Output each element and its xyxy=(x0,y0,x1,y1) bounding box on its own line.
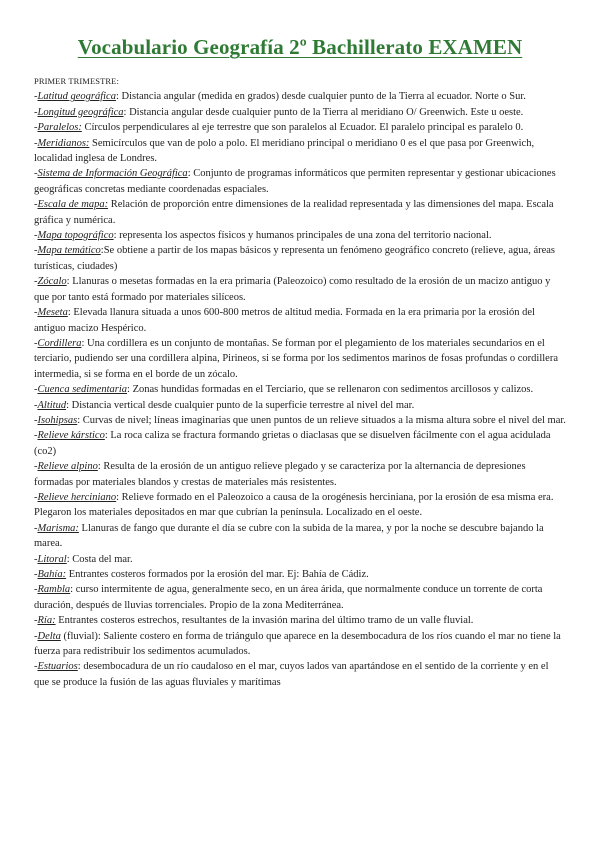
glossary-definition: desembocadura de un río caudaloso en el mar, cuyos lados van apartándose en el sentido de la corriente y en el que se produce la fusión de las aguas fluviales y marítimas xyxy=(34,661,549,688)
glossary-term: Relieve kárstico xyxy=(37,430,105,442)
glossary-list xyxy=(34,89,566,690)
glossary-term: Paralelos: xyxy=(37,122,82,134)
glossary-term: Cordillera xyxy=(37,337,82,349)
document-title: Vocabulario Geografía 2º Bachillerato EXAMEN xyxy=(77,35,523,59)
glossary-definition: Relieve formado en el Paleozoico a causa de la orogénesis herciniana, por la erosión de esa misma era. Plegaron los materiales depositados en mar que cubrían la península. Localizado en el oeste. xyxy=(34,491,554,519)
glossary-separator: : xyxy=(66,399,72,411)
glossary-entry: -Ría: Entrantes costeros estrechos, resultantes de la invasión marina del último tramo de un valle fluvial. xyxy=(34,615,474,627)
glossary-term: Bahía: xyxy=(37,569,67,580)
glossary-separator: : xyxy=(187,168,194,180)
glossary-term: Mapa temático xyxy=(37,245,101,257)
glossary-definition: curso intermitente de agua, generalmente seco, en un área árida, que normalmente conduce un torrente de corta duración, después de lluvias torrenciales. Propio de la zona Mediterránea. xyxy=(34,584,543,611)
glossary-entry: -Longitud geográfica: Distancia angular desde cualquier punto de la Tierra al meridiano O/ Greenwich. Este u oeste. xyxy=(34,106,524,118)
glossary-separator: : xyxy=(100,245,104,257)
glossary-term: Rambla xyxy=(37,584,71,596)
document-body xyxy=(34,74,566,690)
glossary-entry: -Cordillera: Una cordillera es un conjunto de montañas. Se forman por el plegamiento de los materiales secundarios en el terciario, pudiendo ser una cordillera alpina, Pirineos, si se forma por los sedimentos marinos de fosas profundas o cordillera intermedia, si se forma en el borde de un zócalo. xyxy=(34,337,558,380)
glossary-separator: : xyxy=(66,276,73,288)
glossary-definition: Distancia angular desde cualquier punto de la Tierra al meridiano O/ Greenwich. Este u oeste. xyxy=(129,106,524,118)
glossary-term: Mapa topográfico xyxy=(37,230,114,242)
glossary-definition: Conjunto de programas informáticos que permiten representar y gestionar ubicaciones geográficas concretas mediante coordenadas espaciales. xyxy=(34,168,556,195)
glossary-entry: -Rambla: curso intermitente de agua, generalmente seco, en un área árida, que normalmente conduce un torrente de corta duración, después de lluvias torrenciales. Propio de la zona Mediterránea. xyxy=(34,584,543,611)
glossary-entry: -Sistema de Información Geográfica: Conjunto de programas informáticos que permiten representar y gestionar ubicaciones geográficas concretas mediante coordenadas espaciales. xyxy=(34,168,556,195)
glossary-definition: Una cordillera es un conjunto de montañas. Se forman por el plegamiento de los materiales secundarios en el terciario, pudiendo ser una cordillera alpina, Pirineos, si se forma por los sedimentos marinos de fosas profundas o cordillera intermedia, si se forma en el borde de un zócalo. xyxy=(34,337,558,380)
glossary-term: Escala de mapa: xyxy=(37,199,109,211)
glossary-separator: : xyxy=(127,384,133,396)
glossary-entry: -Paralelos: Círculos perpendiculares al eje terrestre que son paralelos al Ecuador. El paralelo principal es paralelo 0. xyxy=(34,122,524,134)
glossary-term: Relieve alpino xyxy=(37,461,98,473)
glossary-entry: -Cuenca sedimentaria: Zonas hundidas formadas en el Terciario, que se rellenaron con sedimentos arcillosos y calizos. xyxy=(34,384,534,396)
glossary-definition: Círculos perpendiculares al eje terrestre que son paralelos al Ecuador. El paralelo principal es paralelo 0. xyxy=(84,122,524,134)
glossary-definition: Costa del mar. xyxy=(72,553,133,565)
glossary-entry: -Delta (fluvial): Saliente costero en forma de triángulo que aparece en la desembocadura de los ríos cuando el mar no tiene la fuerza para redistribuir los sedimentos acumulados. xyxy=(34,630,561,658)
glossary-term: Zócalo xyxy=(37,276,67,288)
glossary-definition: Entrantes costeros estrechos, resultantes de la invasión marina del último tramo de un valle fluvial. xyxy=(58,615,474,627)
glossary-entry: -Zócalo: Llanuras o mesetas formadas en la era primaria (Paleozoico) como resultado de la erosión de un macizo antiguo y que por tanto está formado por materiales silíceos. xyxy=(34,276,551,303)
glossary-entry: -Relieve kárstico: La roca caliza se fractura formando grietas o diaclasas que se disuelven fácilmente con el agua acidulada (co2) xyxy=(34,430,551,457)
glossary-term: Latitud geográfica xyxy=(37,91,116,103)
glossary-definition: Zonas hundidas formadas en el Terciario, que se rellenaron con sedimentos arcillosos y calizos. xyxy=(132,384,534,396)
glossary-term: Marisma: xyxy=(37,522,79,534)
glossary-separator: : xyxy=(81,337,87,349)
glossary-separator: : xyxy=(115,91,122,103)
glossary-definition: Semicírculos que van de polo a polo. El meridiano principal o meridiano 0 es el que pasa por Greenwich, localidad inglesa de Londres. xyxy=(34,137,535,165)
glossary-separator: : xyxy=(66,553,73,565)
glossary-term: Cuenca sedimentaria xyxy=(37,384,128,396)
glossary-entry: -Isohipsas: Curvas de nivel; líneas imaginarias que unen puntos de un relieve situados a la misma altura sobre el nivel del mar. xyxy=(34,414,566,426)
glossary-entry: -Latitud geográfica: Distancia angular (medida en grados) desde cualquier punto de la Tierra al ecuador. Norte o Sur. xyxy=(34,91,526,103)
glossary-definition: representa los aspectos físicos y humanos principales de una zona del territorio nacional. xyxy=(119,230,492,242)
glossary-entry: -Escala de mapa: Relación de proporción entre dimensiones de la realidad representada y las dimensiones del mapa. Escala gráfica y numérica. xyxy=(34,199,554,226)
glossary-separator: : xyxy=(97,461,104,473)
glossary-entry: -Litoral: Costa del mar. xyxy=(34,553,133,565)
glossary-term: Altitud xyxy=(37,399,67,411)
glossary-definition: Relación de proporción entre dimensiones de la realidad representada y las dimensiones del mapa. Escala gráfica y numérica. xyxy=(34,199,554,226)
glossary-term: Relieve herciniano xyxy=(37,491,117,503)
glossary-term: Sistema de Información Geográfica xyxy=(37,168,188,180)
glossary-entry: -Relieve alpino: Resulta de la erosión de un antiguo relieve plegado y se caracteriza por la alternancia de depresiones formadas por materiales blandos y crestas de materiales más resistentes. xyxy=(34,461,526,488)
glossary-separator: : xyxy=(67,307,74,319)
glossary-term: Meridianos: xyxy=(37,137,90,149)
glossary-entry: -Mapa topográfico: representa los aspectos físicos y humanos principales de una zona del territorio nacional. xyxy=(34,230,492,242)
glossary-entry: -Bahía: Entrantes costeros formados por la erosión del mar. Ej: Bahía de Cádiz. xyxy=(34,569,369,580)
glossary-definition: Elevada llanura situada a unos 600-800 metros de altitud media. Formada en la era primaria por la erosión del antiguo macizo Hespérico. xyxy=(34,307,535,334)
glossary-term: Estuarios xyxy=(37,661,78,673)
glossary-separator: : xyxy=(113,230,120,242)
glossary-definition: Distancia angular (medida en grados) desde cualquier punto de la Tierra al ecuador. Norte o Sur. xyxy=(121,91,526,103)
glossary-definition: Entrantes costeros formados por la erosión del mar. Ej: Bahía de Cádiz. xyxy=(68,569,369,580)
glossary-entry: -Meridianos: Semicírculos que van de polo a polo. El meridiano principal o meridiano 0 es el que pasa por Greenwich, localidad inglesa de Londres. xyxy=(34,137,535,165)
glossary-term: Ría: xyxy=(37,615,56,627)
glossary-separator: : xyxy=(123,106,130,118)
glossary-entry: -Relieve herciniano: Relieve formado en el Paleozoico a causa de la orogénesis herciniana, por la erosión de esa misma era. Plegaron los materiales depositados en mar que cubrían la península. Localizado en el oeste. xyxy=(34,491,554,519)
glossary-separator: : xyxy=(77,661,84,673)
glossary-definition: La roca caliza se fractura formando grietas o diaclasas que se disuelven fácilmente con el agua acidulada (co2) xyxy=(34,430,551,457)
glossary-entry: -Marisma: Llanuras de fango que durante el día se cubre con la subida de la marea, y por la noche se descubre bajando la marea. xyxy=(34,522,544,550)
glossary-term: Isohipsas xyxy=(37,414,78,426)
glossary-definition: (fluvial): Saliente costero en forma de triángulo que aparece en la desembocadura de los ríos cuando el mar no tiene la fuerza para redistribuir los sedimentos acumulados. xyxy=(34,630,561,658)
glossary-definition: Llanuras o mesetas formadas en la era primaria (Paleozoico) como resultado de la erosión de un macizo antiguo y que por tanto está formado por materiales silíceos. xyxy=(34,276,551,303)
glossary-term: Meseta xyxy=(37,307,68,319)
glossary-term: Longitud geográfica xyxy=(37,106,124,118)
glossary-separator: : xyxy=(104,430,111,442)
glossary-definition: Distancia vertical desde cualquier punto de la superficie terrestre al nivel del mar. xyxy=(71,399,415,411)
glossary-definition: Se obtiene a partir de los mapas básicos y representa un fenómeno geográfico concreto (relieve, agua, áreas turísticas, ciudades) xyxy=(34,245,556,272)
section-heading: PRIMER TRIMESTRE: xyxy=(34,76,119,86)
glossary-definition: Resulta de la erosión de un antiguo relieve plegado y se caracteriza por la alternancia de depresiones formadas por materiales blandos y crestas de materiales más resistentes. xyxy=(34,461,526,488)
glossary-definition: Curvas de nivel; líneas imaginarias que unen puntos de un relieve situados a la misma altura sobre el nivel del mar. xyxy=(82,414,566,426)
glossary-entry: -Meseta: Elevada llanura situada a unos 600-800 metros de altitud media. Formada en la era primaria por la erosión del antiguo macizo Hespérico. xyxy=(34,307,535,334)
glossary-separator: : xyxy=(116,491,122,503)
glossary-entry: -Estuarios: desembocadura de un río caudaloso en el mar, cuyos lados van apartándose en el sentido de la corriente y en el que se produce la fusión de las aguas fluviales y marítimas xyxy=(34,661,549,688)
glossary-separator: : xyxy=(70,584,76,596)
glossary-term: Delta xyxy=(37,630,61,642)
glossary-definition: Llanuras de fango que durante el día se cubre con la subida de la marea, y por la noche se descubre bajando la marea. xyxy=(34,522,544,550)
glossary-entry: -Mapa temático:Se obtiene a partir de los mapas básicos y representa un fenómeno geográfico concreto (relieve, agua, áreas turísticas, ciudades) xyxy=(34,245,556,272)
glossary-entry: -Altitud: Distancia vertical desde cualquier punto de la superficie terrestre al nivel del mar. xyxy=(34,399,415,411)
glossary-separator: : xyxy=(77,414,83,426)
glossary-term: Litoral xyxy=(37,553,67,565)
